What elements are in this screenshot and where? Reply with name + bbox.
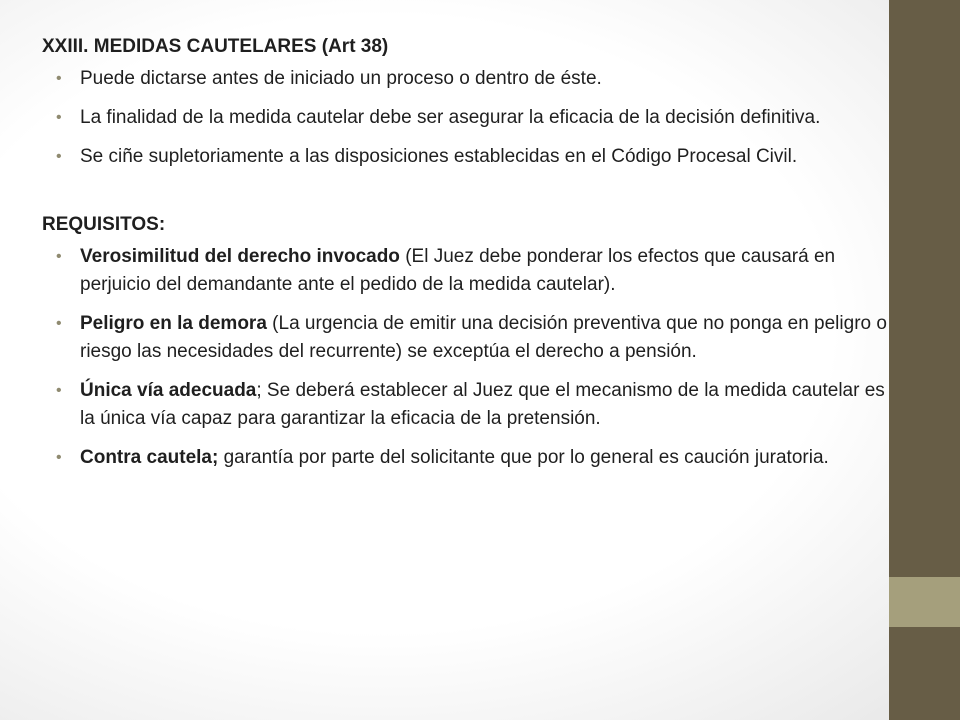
list-item-text: La finalidad de la medida cautelar debe ser asegurar la eficacia de la decisión definitiva. bbox=[80, 107, 821, 128]
bullet-icon: • bbox=[56, 248, 62, 265]
list-item-text: Se ciñe supletoriamente a las disposiciones establecidas en el Código Procesal Civil. bbox=[80, 146, 798, 167]
side-accent-block bbox=[889, 577, 960, 627]
list-item bbox=[42, 444, 902, 472]
list-item-term: Verosimilitud del derecho invocado bbox=[80, 246, 400, 267]
list-item-text: (La urgencia de emitir una decisión preventiva que no ponga en peligro o riesgo las necesidades del recurrente) se exceptúa el derecho a pensión. bbox=[80, 313, 887, 362]
slide-content bbox=[42, 33, 902, 483]
bullet-icon: • bbox=[56, 315, 62, 332]
bullet-icon: • bbox=[56, 70, 62, 87]
section-heading-requisitos: REQUISITOS: bbox=[42, 214, 166, 235]
bullet-icon: • bbox=[56, 449, 62, 466]
list-item-text: Puede dictarse antes de iniciado un proceso o dentro de éste. bbox=[80, 68, 602, 89]
list-item-text: ; Se deberá establecer al Juez que el mecanismo de la medida cautelar es la única vía capaz para garantizar la eficacia de la pretensión. bbox=[80, 380, 885, 429]
bullet-list-requisitos bbox=[42, 243, 902, 472]
list-item-term: Peligro en la demora bbox=[80, 313, 267, 334]
bullet-icon: • bbox=[56, 382, 62, 399]
bullet-icon: • bbox=[56, 148, 62, 165]
list-item bbox=[42, 377, 902, 433]
list-item bbox=[42, 104, 902, 132]
list-item bbox=[42, 310, 902, 366]
bullet-icon: • bbox=[56, 109, 62, 126]
list-item-text: garantía por parte del solicitante que por lo general es caución juratoria. bbox=[218, 447, 829, 468]
list-item-text: (El Juez debe ponderar los efectos que causará en perjuicio del demandante ante el pedido de la medida cautelar). bbox=[80, 246, 836, 295]
bullet-list-medidas bbox=[42, 65, 902, 171]
list-item-term: Contra cautela; bbox=[80, 447, 219, 468]
list-item bbox=[42, 243, 902, 299]
section-heading-medidas: XXIII. MEDIDAS CAUTELARES (Art 38) bbox=[42, 36, 389, 57]
list-item-term: Única vía adecuada bbox=[80, 380, 257, 401]
list-item bbox=[42, 65, 902, 93]
list-item bbox=[42, 143, 902, 171]
